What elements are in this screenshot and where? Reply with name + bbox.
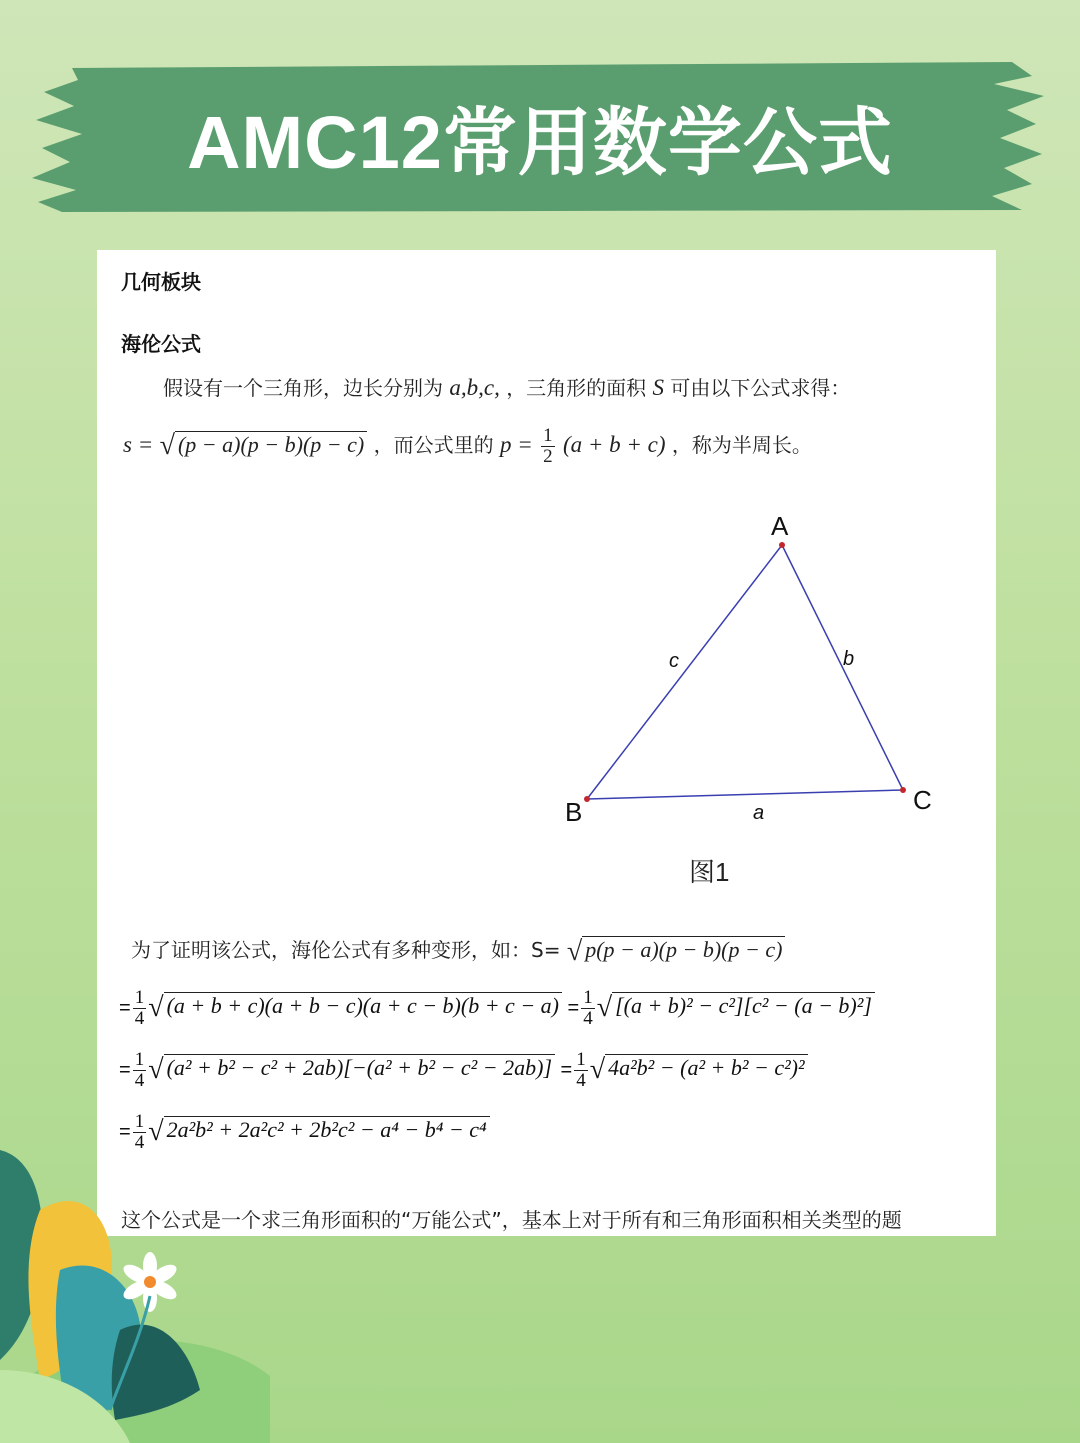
fraction-numerator: 1: [134, 1111, 145, 1132]
side-b-label: b: [843, 648, 855, 670]
quarter-fraction: [133, 1050, 147, 1091]
intro-prefix: 假设有一个三角形，边长分别为: [163, 376, 443, 400]
heron-radicand: (p − a)(p − b)(p − c): [175, 431, 367, 457]
equals-sign: =: [119, 996, 131, 1019]
equals-sign: =: [560, 1058, 573, 1081]
intro-vars: a,b,c,: [449, 375, 500, 400]
fraction-numerator: 1: [134, 987, 145, 1008]
proof-intro-radicand: p(p − a)(p − b)(p − c): [582, 936, 785, 962]
heron-formula-line: [123, 426, 812, 467]
side-a-label: a: [753, 802, 765, 824]
triangle-figure: [557, 505, 977, 845]
proof-intro-sqrt: √ p(p − a)(p − b)(p − c): [567, 936, 786, 968]
intro-S: S: [652, 375, 665, 400]
intro-suffix: 可由以下公式求得：: [670, 376, 851, 400]
step5-sqrt: √ 2a²b² + 2a²c² + 2b²c² − a⁴ − b⁴ − c⁴: [148, 1116, 489, 1148]
fraction-numerator: 1: [576, 1049, 586, 1070]
vertex-c-label: C: [913, 785, 932, 815]
title-banner: [32, 62, 1048, 212]
vertex-a-label: A: [771, 511, 789, 541]
equals-sign: =: [119, 1120, 131, 1143]
proof-intro: 为了证明该公式，海伦公式有多种变形，如：S=: [131, 938, 561, 962]
side-c-label: c: [669, 650, 679, 672]
heron-heading: 海伦公式: [121, 332, 201, 356]
footer-text: 这个公式是一个求三角形面积的“万能公式”，基本上对于所有和三角形面积相关类型的题: [121, 1208, 902, 1232]
step4-sqrt: √ 4a²b² − (a² + b² − c²)²: [590, 1054, 808, 1086]
proof-row-1: [119, 988, 875, 1029]
heron-sqrt: √ (p − a)(p − b)(p − c): [160, 430, 368, 462]
heron-intro: [163, 372, 850, 401]
plant-decoration: [0, 1140, 270, 1443]
banner-title: AMC12常用数学公式: [187, 101, 893, 184]
triangle-sides: [587, 545, 903, 799]
quarter-fraction: [133, 988, 147, 1029]
step2-radicand: [(a + b)² − c²][c² − (a − b)²]: [612, 992, 875, 1018]
step4-radicand: 4a²b² − (a² + b² − c²)²: [605, 1054, 808, 1080]
fraction-denominator: 4: [134, 1069, 145, 1091]
vertex-a-point: [779, 542, 785, 548]
formula-suffix: ，称为半周长。: [671, 432, 812, 457]
step5-radicand: 2a²b² + 2a²c² + 2b²c² − a⁴ − b⁴ − c⁴: [164, 1116, 490, 1142]
quarter-fraction: [574, 1050, 588, 1091]
document-page: [97, 250, 996, 1236]
formula-lhs: s =: [123, 431, 154, 457]
proof-intro-line: [131, 934, 785, 968]
p-rhs: (a + b + c): [562, 431, 666, 457]
section-label: 几何板块: [121, 270, 201, 294]
formula-mid: ，而公式里的: [373, 432, 494, 457]
p-lhs: p =: [499, 431, 533, 457]
equals-sign: =: [119, 1058, 131, 1081]
side-a-line: [587, 790, 903, 799]
step1-sqrt: √ (a + b + c)(a + b − c)(a + c − b)(b + c − a): [148, 992, 562, 1024]
step3-radicand: (a² + b² − c² + 2ab)[−(a² + b² − c² − 2ab)]: [164, 1054, 555, 1080]
fraction-denominator: 4: [576, 1069, 586, 1091]
step3-sqrt: √ (a² + b² − c² + 2ab)[−(a² + b² − c² − 2ab)]: [148, 1054, 555, 1086]
vertex-c-point: [900, 787, 906, 793]
half-numerator: 1: [543, 425, 553, 446]
side-c-line: [587, 545, 782, 799]
fraction-denominator: 4: [134, 1131, 145, 1153]
figure-caption: 图1: [689, 857, 730, 887]
proof-row-2: [119, 1050, 808, 1091]
fraction-numerator: 1: [134, 1049, 145, 1070]
half-fraction: [541, 426, 555, 467]
vertex-b-label: B: [565, 797, 583, 827]
vertex-b-point: [584, 796, 590, 802]
fraction-denominator: 4: [583, 1007, 593, 1029]
fraction-numerator: 1: [583, 987, 593, 1008]
step1-radicand: (a + b + c)(a + b − c)(a + c − b)(b + c − a): [164, 992, 562, 1018]
intro-mid: ，三角形的面积: [506, 376, 647, 400]
equals-sign: =: [567, 996, 580, 1019]
quarter-fraction: [581, 988, 595, 1029]
step2-sqrt: √ [(a + b)² − c²][c² − (a − b)²]: [597, 992, 875, 1024]
half-denominator: 2: [543, 445, 553, 467]
fraction-denominator: 4: [134, 1007, 145, 1029]
